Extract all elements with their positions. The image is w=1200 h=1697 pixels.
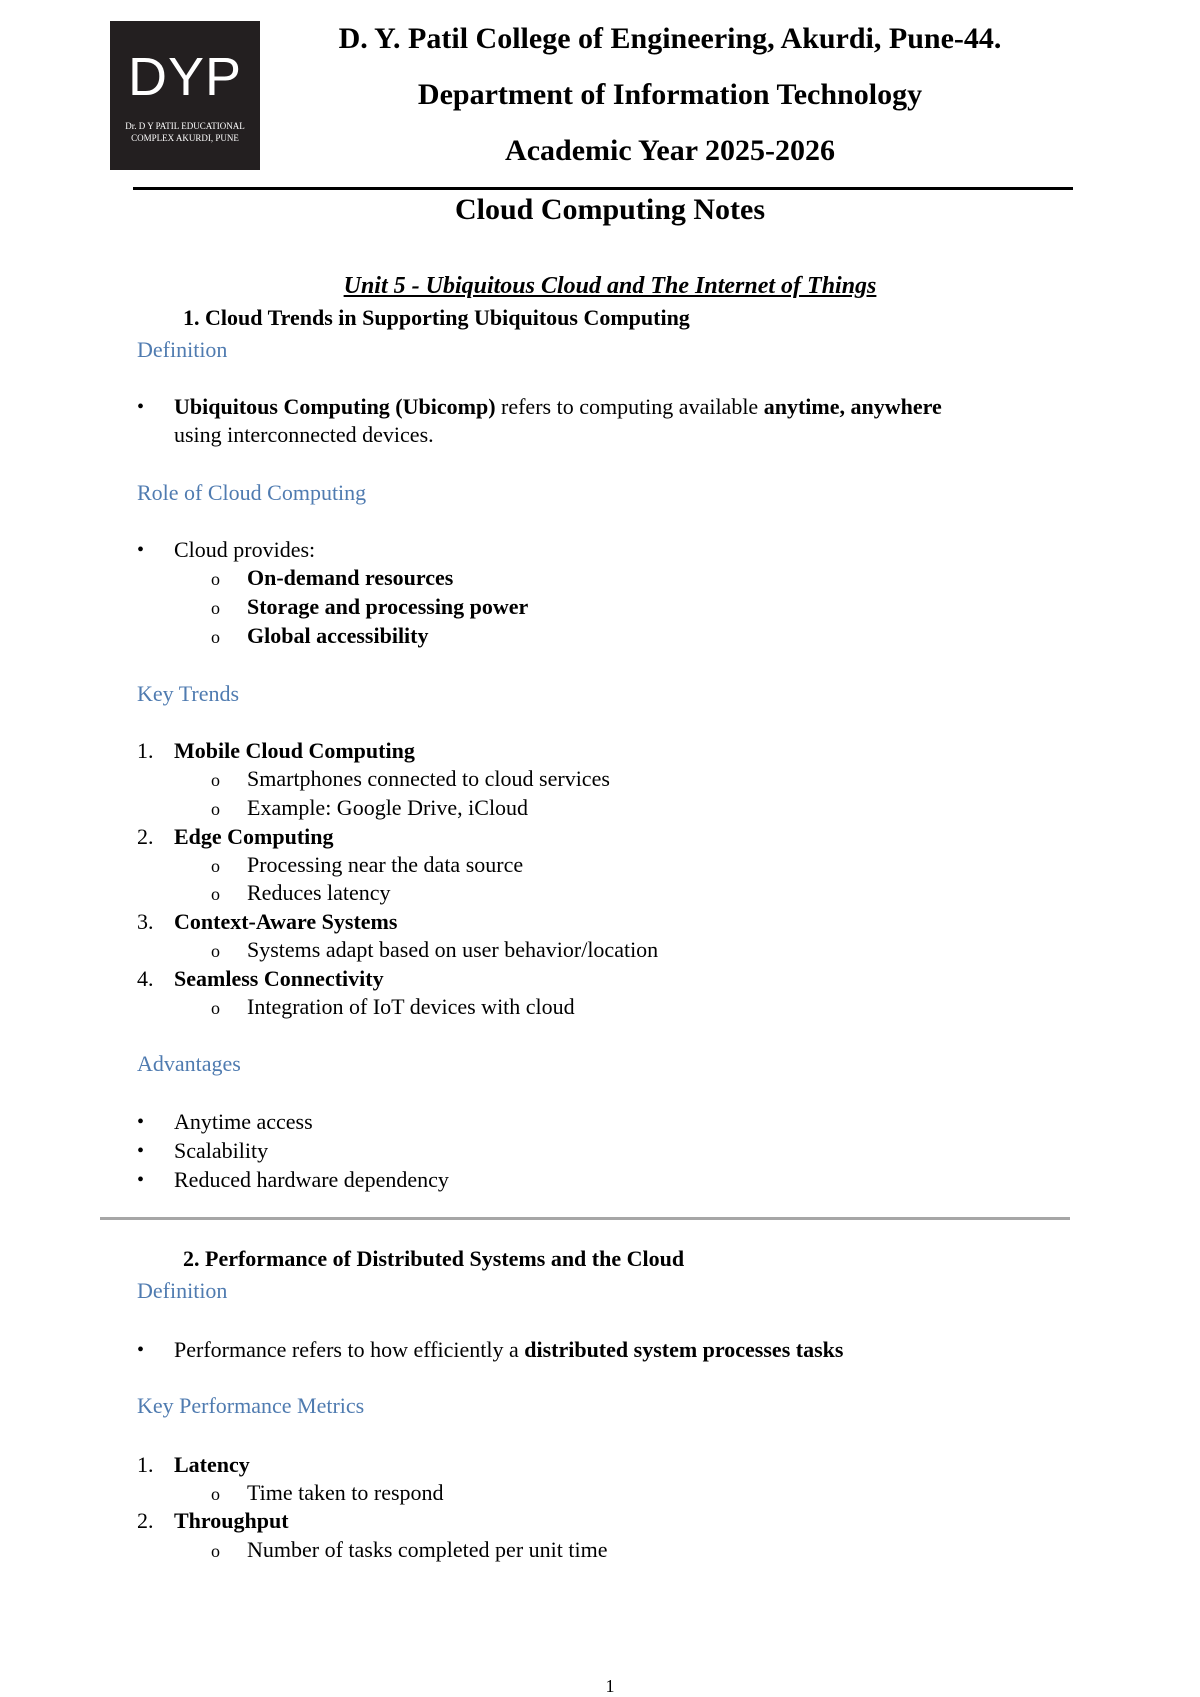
trend-title: Context-Aware Systems bbox=[174, 909, 398, 934]
definition-line-2: using interconnected devices. bbox=[174, 422, 434, 447]
trend-title: Edge Computing bbox=[174, 824, 334, 849]
metrics-label: Key Performance Metrics bbox=[137, 1393, 365, 1418]
trend-number: 2. bbox=[137, 824, 154, 849]
unit-title: Unit 5 - Ubiquitous Cloud and The Internet of Things bbox=[343, 273, 877, 299]
sub-bullet-marker: o bbox=[211, 884, 220, 904]
definition-emphasis: anytime, anywhere bbox=[763, 394, 942, 419]
trend-item: Systems adapt based on user behavior/location bbox=[247, 937, 659, 962]
college-logo bbox=[110, 21, 260, 170]
sub-bullet-marker: o bbox=[211, 1541, 220, 1561]
trend-item: Reduces latency bbox=[247, 880, 391, 905]
advantage-item: Reduced hardware dependency bbox=[174, 1167, 449, 1192]
trends-label: Key Trends bbox=[137, 681, 240, 706]
trend-number: 1. bbox=[137, 738, 154, 763]
page-title: Cloud Computing Notes bbox=[454, 193, 766, 226]
role-item: On-demand resources bbox=[247, 565, 454, 590]
sub-bullet-marker: o bbox=[211, 941, 220, 961]
trend-title: Mobile Cloud Computing bbox=[174, 738, 415, 763]
role-intro: Cloud provides: bbox=[174, 537, 316, 562]
definition-line-1 bbox=[174, 394, 942, 420]
advantages-label: Advantages bbox=[137, 1051, 241, 1076]
trend-item: Processing near the data source bbox=[247, 852, 524, 877]
definition-line bbox=[174, 1337, 843, 1363]
metric-title: Throughput bbox=[174, 1508, 289, 1533]
trend-number: 3. bbox=[137, 909, 154, 934]
definition-term: Ubiquitous Computing (Ubicomp) bbox=[174, 394, 496, 419]
sub-bullet-marker: o bbox=[211, 1484, 220, 1504]
header-divider bbox=[133, 187, 1073, 190]
page-number: 1 bbox=[605, 1676, 615, 1696]
bullet-marker: • bbox=[137, 1111, 145, 1133]
trend-title: Seamless Connectivity bbox=[174, 966, 384, 991]
department-name: Department of Information Technology bbox=[417, 78, 923, 111]
sub-bullet-marker: o bbox=[211, 799, 220, 819]
definition-label: Definition bbox=[137, 1278, 228, 1303]
bullet-marker: • bbox=[137, 1169, 145, 1191]
role-item: Global accessibility bbox=[247, 623, 429, 648]
advantage-item: Scalability bbox=[174, 1138, 269, 1163]
trend-number: 4. bbox=[137, 966, 154, 991]
bullet-marker: • bbox=[137, 1339, 145, 1361]
sub-bullet-marker: o bbox=[211, 627, 220, 647]
sub-bullet-marker: o bbox=[211, 598, 220, 618]
bullet-marker: • bbox=[137, 1140, 145, 1162]
section-2-heading: 2. Performance of Distributed Systems and the Cloud bbox=[183, 1246, 685, 1271]
advantage-item: Anytime access bbox=[174, 1109, 313, 1134]
role-label: Role of Cloud Computing bbox=[137, 480, 367, 505]
academic-year: Academic Year 2025-2026 bbox=[505, 134, 835, 167]
logo-subtext: Dr. D Y PATIL EDUCATIONAL COMPLEX AKURDI, PUNE bbox=[125, 121, 245, 143]
sub-bullet-marker: o bbox=[211, 856, 220, 876]
logo-mark: DYP bbox=[127, 47, 243, 107]
metric-item: Number of tasks completed per unit time bbox=[247, 1537, 608, 1562]
trend-item: Smartphones connected to cloud services bbox=[247, 766, 610, 791]
metric-number: 2. bbox=[137, 1508, 154, 1533]
sub-bullet-marker: o bbox=[211, 770, 220, 790]
section-divider bbox=[100, 1217, 1070, 1220]
trend-item: Example: Google Drive, iCloud bbox=[247, 795, 529, 820]
trend-item: Integration of IoT devices with cloud bbox=[247, 994, 575, 1019]
metric-item: Time taken to respond bbox=[247, 1480, 444, 1505]
metric-number: 1. bbox=[137, 1452, 154, 1477]
sub-bullet-marker: o bbox=[211, 998, 220, 1018]
section-1-heading: 1. Cloud Trends in Supporting Ubiquitous Computing bbox=[183, 305, 690, 330]
definition-label: Definition bbox=[137, 337, 228, 362]
role-item: Storage and processing power bbox=[247, 594, 529, 619]
sub-bullet-marker: o bbox=[211, 569, 220, 589]
college-name: D. Y. Patil College of Engineering, Akurdi, Pune-44. bbox=[338, 22, 1002, 55]
definition-text: refers to computing available bbox=[495, 394, 764, 419]
metric-title: Latency bbox=[174, 1452, 250, 1477]
definition-emphasis: distributed system processes tasks bbox=[524, 1337, 844, 1362]
bullet-marker: • bbox=[137, 396, 145, 418]
bullet-marker: • bbox=[137, 539, 145, 561]
definition-text: Performance refers to how efficiently a bbox=[174, 1337, 525, 1362]
